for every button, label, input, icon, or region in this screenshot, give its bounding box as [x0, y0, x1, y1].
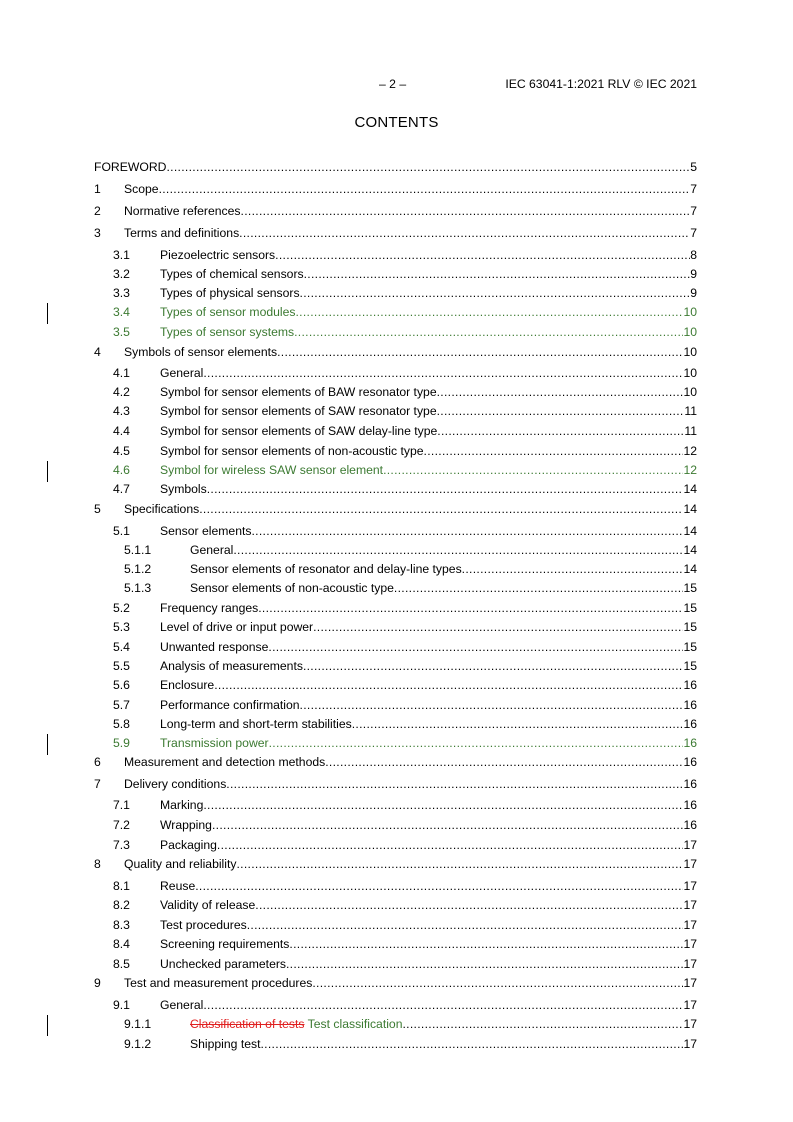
toc-entry-number: 5.6 — [113, 678, 130, 692]
toc-entry-title: Test and measurement procedures — [124, 976, 313, 990]
dot-leader — [312, 976, 683, 990]
toc-entry-title: Sensor elements — [160, 524, 252, 538]
toc-entry-line — [160, 717, 697, 733]
toc-entry-title: Analysis of measurements — [160, 659, 303, 673]
toc-entry-number: 4.4 — [113, 424, 130, 438]
toc-entry-line — [160, 404, 697, 420]
toc-entry-5-6[interactable] — [0, 678, 793, 694]
dot-leader — [195, 879, 683, 893]
dot-leader — [295, 305, 683, 319]
toc-entry-number: 8.2 — [113, 898, 130, 912]
toc-entry-number: 7.3 — [113, 838, 130, 852]
dot-leader — [166, 160, 690, 174]
toc-entry-number: 2 — [94, 204, 101, 218]
toc-entry-title: Frequency ranges — [160, 601, 259, 615]
toc-entry-5-2[interactable] — [0, 601, 793, 617]
toc-entry-page: 9 — [690, 286, 697, 300]
revision-change-bar — [47, 734, 48, 755]
toc-entry-title: Sensor elements of non-acoustic type — [190, 581, 394, 595]
toc-entry-number: 8.5 — [113, 957, 130, 971]
dot-leader — [303, 659, 684, 673]
toc-entry-5-1[interactable] — [0, 524, 793, 540]
toc-entry-number: 3.1 — [113, 248, 130, 262]
toc-entry-5-1-2[interactable] — [0, 562, 793, 578]
toc-entry-number: 4.2 — [113, 385, 130, 399]
toc-entry-line — [160, 366, 697, 382]
toc-entry-foreword[interactable] — [0, 160, 793, 176]
toc-entry-line — [94, 160, 697, 176]
toc-entry-title: Symbol for sensor elements of SAW delay-line type — [160, 424, 438, 438]
toc-entry-line — [160, 601, 697, 617]
toc-entry-number: 4 — [94, 345, 101, 359]
toc-entry-page: 11 — [684, 424, 697, 438]
toc-entry-title: Transmission power — [160, 736, 269, 750]
toc-entry-line — [160, 463, 697, 479]
toc-entry-7[interactable] — [0, 777, 793, 793]
toc-entry-4[interactable] — [0, 345, 793, 361]
toc-entry-page: 14 — [683, 482, 697, 496]
toc-entry-title: FOREWORD — [94, 160, 167, 174]
toc-entry-title: Symbol for sensor elements of BAW resonator type — [160, 385, 437, 399]
toc-entry-5-1-3[interactable] — [0, 581, 793, 597]
dot-leader — [289, 937, 683, 951]
toc-entry-page: 10 — [683, 305, 697, 319]
dot-leader — [236, 857, 683, 871]
toc-entry-3-1[interactable] — [0, 248, 793, 264]
toc-entry-line — [124, 204, 697, 220]
dot-leader — [294, 325, 683, 339]
toc-entry-line — [160, 998, 697, 1014]
dot-leader — [199, 502, 683, 516]
toc-entry-page: 17 — [683, 1017, 697, 1031]
toc-entry-line — [160, 879, 697, 895]
toc-entry-5-1-1[interactable] — [0, 543, 793, 559]
dot-leader — [286, 957, 683, 971]
toc-entry-title: Symbol for sensor elements of non-acoustic type — [160, 444, 424, 458]
toc-entry-title: Types of sensor systems — [160, 325, 295, 339]
toc-entry-number: 3.3 — [113, 286, 130, 300]
toc-entry-page: 17 — [683, 998, 697, 1012]
toc-entry-page: 17 — [683, 937, 697, 951]
toc-entry-line — [124, 345, 697, 361]
toc-entry-9[interactable] — [0, 976, 793, 992]
toc-entry-9-1[interactable] — [0, 998, 793, 1014]
toc-entry-3-2[interactable] — [0, 267, 793, 283]
toc-entry-page: 5 — [690, 160, 697, 174]
toc-entry-number: 6 — [94, 755, 101, 769]
toc-entry-page: 10 — [683, 345, 697, 359]
toc-entry-page: 17 — [683, 976, 697, 990]
added-title-text: Test classification — [307, 1017, 403, 1031]
dot-leader — [437, 404, 685, 418]
toc-entry-line — [160, 444, 697, 460]
toc-entry-page: 7 — [690, 182, 697, 196]
toc-entry-title: Quality and reliability — [124, 857, 237, 871]
toc-entry-number: 9.1 — [113, 998, 130, 1012]
dot-leader — [300, 698, 684, 712]
toc-entry-page: 14 — [683, 502, 697, 516]
toc-entry-number: 8 — [94, 857, 101, 871]
toc-entry-title: Terms and definitions — [124, 226, 240, 240]
toc-entry-title: Symbol for wireless SAW sensor element — [160, 463, 384, 477]
dot-leader — [233, 543, 683, 557]
toc-entry-line — [160, 736, 697, 752]
toc-entry-page: 16 — [683, 678, 697, 692]
toc-entry-number: 8.3 — [113, 918, 130, 932]
toc-entry-7-1[interactable] — [0, 798, 793, 814]
toc-entry-number: 5.9 — [113, 736, 130, 750]
toc-entry-page: 17 — [683, 898, 697, 912]
revision-change-bar — [47, 461, 48, 482]
toc-entry-line — [160, 305, 697, 321]
toc-entry-page: 15 — [683, 601, 697, 615]
toc-entry-line — [160, 818, 697, 834]
dot-leader — [217, 838, 684, 852]
toc-entry-page: 17 — [683, 918, 697, 932]
toc-entry-title: General — [160, 998, 204, 1012]
toc-entry-line — [160, 325, 697, 341]
toc-entry-line — [160, 267, 697, 283]
dot-leader — [203, 366, 683, 380]
toc-entry-title: Delivery conditions — [124, 777, 227, 791]
toc-entry-number: 5.7 — [113, 698, 130, 712]
dot-leader — [402, 1017, 683, 1031]
toc-entry-8-5[interactable] — [0, 957, 793, 973]
toc-entry-title: Packaging — [160, 838, 217, 852]
toc-entry-title: Piezoelectric sensors — [160, 248, 276, 262]
toc-entry-number: 4.7 — [113, 482, 130, 496]
toc-entry-title: Enclosure — [160, 678, 215, 692]
toc-entry-line — [160, 248, 697, 264]
toc-entry-4-3[interactable] — [0, 404, 793, 420]
toc-entry-page: 16 — [683, 717, 697, 731]
toc-entry-number: 7.1 — [113, 798, 130, 812]
toc-entry-7-2[interactable] — [0, 818, 793, 834]
dot-leader — [255, 898, 683, 912]
toc-entry-line — [160, 678, 697, 694]
toc-entry-title: Validity of release — [160, 898, 256, 912]
toc-entry-line — [190, 1017, 697, 1033]
dot-leader — [241, 204, 691, 218]
toc-entry-title: Symbol for sensor elements of SAW resonator type — [160, 404, 437, 418]
toc-entry-number: 8.4 — [113, 937, 130, 951]
toc-entry-page: 17 — [683, 1037, 697, 1051]
toc-entry-number: 5.4 — [113, 640, 130, 654]
toc-entry-5-8[interactable] — [0, 717, 793, 733]
dot-leader — [239, 226, 690, 240]
toc-entry-number: 3 — [94, 226, 101, 240]
toc-entry-2[interactable] — [0, 204, 793, 220]
toc-entry-title: Marking — [160, 798, 204, 812]
toc-entry-line — [160, 524, 697, 540]
toc-entry-page: 16 — [683, 736, 697, 750]
dot-leader — [437, 385, 684, 399]
toc-entry-title: Unwanted response — [160, 640, 269, 654]
toc-entry-line — [160, 918, 697, 934]
toc-entry-number: 5.8 — [113, 717, 130, 731]
toc-entry-title: Test procedures — [160, 918, 247, 932]
toc-entry-line — [160, 424, 697, 440]
dot-leader — [269, 736, 684, 750]
revision-change-bar — [47, 1015, 48, 1036]
toc-entry-title: Reuse — [160, 879, 196, 893]
toc-entry-5-4[interactable] — [0, 640, 793, 656]
toc-entry-page: 15 — [683, 640, 697, 654]
toc-entry-line — [124, 182, 697, 198]
toc-entry-title: Symbols of sensor elements — [124, 345, 278, 359]
toc-entry-line — [190, 543, 697, 559]
toc-entry-number: 7 — [94, 777, 101, 791]
toc-entry-6[interactable] — [0, 755, 793, 771]
toc-entry-page: 10 — [683, 366, 697, 380]
toc-entry-4-1[interactable] — [0, 366, 793, 382]
toc-entry-title: Types of physical sensors — [160, 286, 300, 300]
toc-entry-line — [124, 755, 697, 771]
toc-entry-5-9[interactable] — [0, 736, 793, 752]
toc-entry-7-3[interactable] — [0, 838, 793, 854]
dot-leader — [203, 998, 683, 1012]
toc-entry-line — [124, 976, 697, 992]
toc-entry-number: 9.1.2 — [124, 1037, 152, 1051]
toc-entry-line — [160, 698, 697, 714]
toc-entry-title: Normative references — [124, 204, 241, 218]
dot-leader — [277, 345, 683, 359]
toc-entry-1[interactable] — [0, 182, 793, 198]
toc-entry-line — [160, 659, 697, 675]
contents-title: CONTENTS — [354, 114, 439, 131]
toc-entry-number: 5.1.1 — [124, 543, 152, 557]
toc-entry-page: 16 — [683, 755, 697, 769]
toc-entry-page: 15 — [683, 659, 697, 673]
toc-entry-number: 5 — [94, 502, 101, 516]
toc-entry-line — [160, 937, 697, 953]
toc-entry-page: 7 — [690, 226, 697, 240]
toc-entry-page: 16 — [683, 818, 697, 832]
toc-entry-number: 9 — [94, 976, 101, 990]
toc-entry-page: 17 — [683, 857, 697, 871]
toc-entry-page: 14 — [683, 524, 697, 538]
toc-entry-4-6[interactable] — [0, 463, 793, 479]
toc-entry-number: 5.1.3 — [124, 581, 152, 595]
dot-leader — [394, 581, 684, 595]
toc-entry-title: Wrapping — [160, 818, 212, 832]
toc-entry-page: 16 — [683, 698, 697, 712]
toc-entry-title: Types of chemical sensors — [160, 267, 304, 281]
toc-entry-line — [160, 286, 697, 302]
toc-entry-line — [190, 1037, 697, 1053]
toc-entry-line — [124, 502, 697, 518]
toc-entry-title — [190, 1017, 402, 1031]
toc-entry-line — [190, 581, 697, 597]
toc-entry-page: 16 — [683, 777, 697, 791]
toc-entry-title: Shipping test — [190, 1037, 261, 1051]
toc-entry-5-5[interactable] — [0, 659, 793, 675]
toc-entry-title: Level of drive or input power — [160, 620, 314, 634]
dot-leader — [300, 286, 691, 300]
toc-entry-number: 3.2 — [113, 267, 130, 281]
toc-entry-page: 11 — [684, 404, 697, 418]
page-number: – 2 – — [379, 77, 407, 91]
toc-entry-title: Screening requirements — [160, 937, 290, 951]
toc-entry-5[interactable] — [0, 502, 793, 518]
toc-entry-title: Symbols — [160, 482, 207, 496]
toc-entry-line — [160, 640, 697, 656]
toc-entry-page: 7 — [690, 204, 697, 218]
toc-entry-page: 17 — [683, 879, 697, 893]
toc-entry-number: 4.3 — [113, 404, 130, 418]
toc-entry-8-4[interactable] — [0, 937, 793, 953]
toc-entry-number: 8.1 — [113, 879, 130, 893]
dot-leader — [313, 620, 683, 634]
toc-entry-line — [124, 777, 697, 793]
deleted-title-text: Classification of tests — [190, 1017, 305, 1031]
dot-leader — [304, 267, 691, 281]
toc-entry-page: 12 — [683, 463, 697, 477]
toc-entry-title: Long-term and short-term stabilities — [160, 717, 352, 731]
toc-entry-page: 10 — [683, 325, 697, 339]
toc-entry-3-4[interactable] — [0, 305, 793, 321]
toc-entry-9-1-1[interactable] — [0, 1017, 793, 1033]
toc-entry-line — [124, 226, 697, 242]
toc-entry-number: 5.1 — [113, 524, 130, 538]
toc-entry-page: 17 — [683, 838, 697, 852]
toc-entry-number: 3.5 — [113, 325, 130, 339]
toc-entry-3-5[interactable] — [0, 325, 793, 341]
toc-entry-page: 10 — [683, 385, 697, 399]
toc-entry-line — [124, 857, 697, 873]
toc-entry-line — [190, 562, 697, 578]
dot-leader — [260, 1037, 683, 1051]
dot-leader — [462, 562, 684, 576]
toc-entry-3[interactable] — [0, 226, 793, 242]
dot-leader — [251, 524, 683, 538]
dot-leader — [268, 640, 683, 654]
dot-leader — [247, 918, 684, 932]
dot-leader — [352, 717, 684, 731]
toc-entry-page: 15 — [683, 620, 697, 634]
toc-entry-4-5[interactable] — [0, 444, 793, 460]
toc-entry-page: 16 — [683, 798, 697, 812]
toc-entry-line — [160, 620, 697, 636]
dot-leader — [437, 424, 684, 438]
dot-leader — [226, 777, 683, 791]
dot-leader — [325, 755, 683, 769]
toc-entry-8-2[interactable] — [0, 898, 793, 914]
toc-entry-title: General — [160, 366, 204, 380]
dot-leader — [159, 182, 691, 196]
toc-entry-number: 5.2 — [113, 601, 130, 615]
toc-entry-3-3[interactable] — [0, 286, 793, 302]
dot-leader — [424, 444, 684, 458]
dot-leader — [212, 818, 683, 832]
revision-change-bar — [47, 303, 48, 324]
toc-entry-number: 4.1 — [113, 366, 130, 380]
toc-entry-page: 9 — [690, 267, 697, 281]
toc-entry-4-7[interactable] — [0, 482, 793, 498]
toc-entry-9-1-2[interactable] — [0, 1037, 793, 1053]
toc-entry-8-3[interactable] — [0, 918, 793, 934]
toc-entry-4-4[interactable] — [0, 424, 793, 440]
dot-leader — [383, 463, 683, 477]
toc-entry-5-7[interactable] — [0, 698, 793, 714]
toc-entry-number: 5.5 — [113, 659, 130, 673]
toc-entry-line — [160, 957, 697, 973]
toc-entry-number: 4.5 — [113, 444, 130, 458]
toc-entry-page: 14 — [683, 562, 697, 576]
toc-entry-number: 4.6 — [113, 463, 130, 477]
toc-entry-number: 1 — [94, 182, 101, 196]
toc-entry-line — [160, 838, 697, 854]
document-reference: IEC 63041-1:2021 RLV © IEC 2021 — [505, 77, 697, 91]
toc-entry-number: 9.1.1 — [124, 1017, 152, 1031]
toc-entry-8[interactable] — [0, 857, 793, 873]
dot-leader — [275, 248, 690, 262]
dot-leader — [203, 798, 683, 812]
toc-entry-4-2[interactable] — [0, 385, 793, 401]
toc-entry-line — [160, 898, 697, 914]
toc-entry-title: General — [190, 543, 234, 557]
dot-leader — [207, 482, 684, 496]
toc-entry-line — [160, 385, 697, 401]
toc-entry-number: 5.3 — [113, 620, 130, 634]
toc-entry-page: 8 — [690, 248, 697, 262]
dot-leader — [258, 601, 683, 615]
toc-entry-line — [160, 482, 697, 498]
toc-entry-page: 17 — [683, 957, 697, 971]
toc-entry-number: 7.2 — [113, 818, 130, 832]
toc-entry-number: 5.1.2 — [124, 562, 152, 576]
toc-entry-title: Types of sensor modules — [160, 305, 296, 319]
toc-entry-page: 12 — [683, 444, 697, 458]
toc-entry-page: 15 — [683, 581, 697, 595]
toc-entry-5-3[interactable] — [0, 620, 793, 636]
toc-entry-title: Measurement and detection methods — [124, 755, 326, 769]
toc-entry-line — [160, 798, 697, 814]
toc-entry-page: 14 — [683, 543, 697, 557]
toc-entry-number: 3.4 — [113, 305, 130, 319]
toc-entry-title: Sensor elements of resonator and delay-line types — [190, 562, 462, 576]
toc-entry-title: Scope — [124, 182, 159, 196]
toc-entry-title: Specifications — [124, 502, 200, 516]
dot-leader — [214, 678, 683, 692]
toc-entry-8-1[interactable] — [0, 879, 793, 895]
toc-entry-title: Performance confirmation — [160, 698, 300, 712]
toc-entry-title: Unchecked parameters — [160, 957, 286, 971]
